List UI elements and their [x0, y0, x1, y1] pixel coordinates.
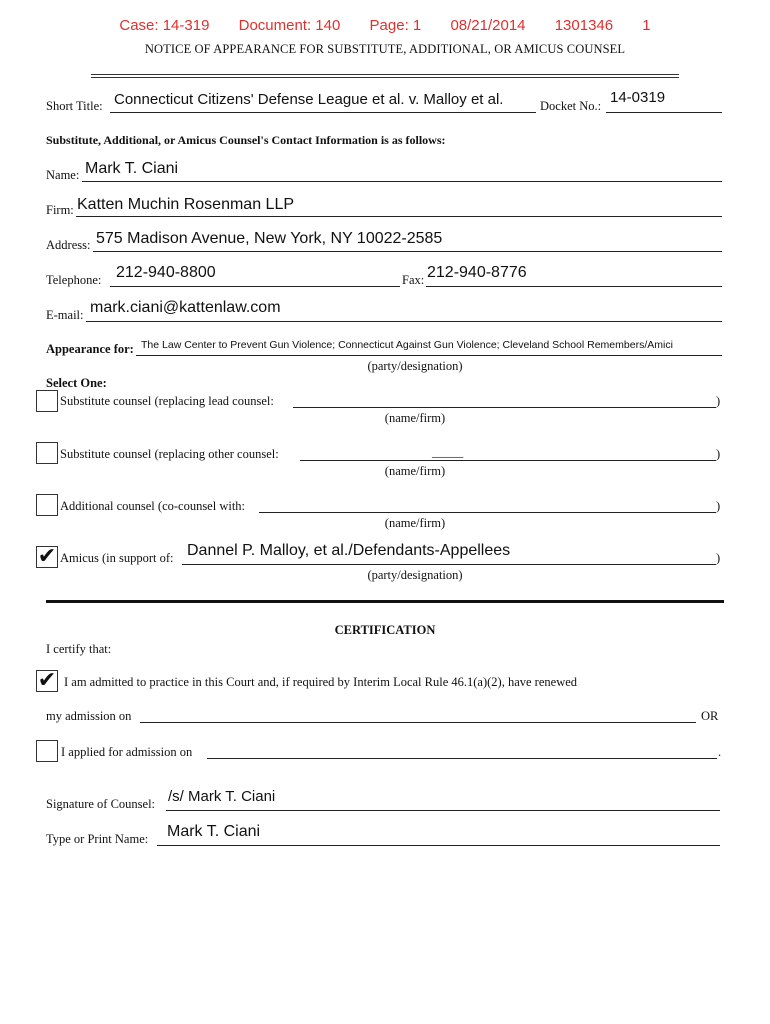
substitute-lead-checkbox[interactable]: [36, 390, 58, 412]
telephone-line: [110, 286, 400, 287]
applied-end: .: [718, 745, 722, 759]
print-name-label: Type or Print Name:: [46, 832, 149, 846]
amicus-line: [182, 564, 716, 565]
print-name-line: [157, 845, 720, 846]
docket-label: Docket No.:: [540, 99, 602, 113]
signature-field[interactable]: /s/ Mark T. Ciani: [168, 788, 276, 805]
applied-label: I applied for admission on: [61, 745, 193, 759]
substitute-lead-caption: (name/firm): [384, 411, 446, 425]
email-field[interactable]: mark.ciani@kattenlaw.com: [90, 299, 281, 316]
email-label: E-mail:: [46, 308, 84, 322]
additional-counsel-caption: (name/firm): [384, 516, 446, 530]
fax-field[interactable]: 212-940-8776: [427, 264, 527, 281]
fax-line: [426, 286, 722, 287]
substitute-other-line[interactable]: [300, 460, 716, 461]
amicus-field[interactable]: Dannel P. Malloy, et al./Defendants-Appellees: [187, 542, 511, 559]
filing-num: 1: [642, 17, 651, 34]
certify-intro: I certify that:: [46, 642, 112, 656]
amicus-caption: (party/designation): [367, 568, 463, 582]
amicus-label: Amicus (in support of:: [60, 551, 174, 565]
amicus-check-mark: ✔: [37, 544, 57, 569]
address-label: Address:: [46, 238, 91, 252]
additional-counsel-checkbox[interactable]: [36, 494, 58, 516]
title-double-rule: [91, 74, 679, 78]
applied-date-line[interactable]: [207, 758, 717, 759]
form-title: NOTICE OF APPEARANCE FOR SUBSTITUTE, ADDITIONAL, OR AMICUS COUNSEL: [144, 42, 626, 56]
substitute-other-close: ): [716, 447, 721, 461]
substitute-other-checkbox[interactable]: [36, 442, 58, 464]
admitted-checkbox[interactable]: [36, 670, 58, 692]
filing-id: 1301346: [554, 17, 614, 34]
filing-date: 08/21/2014: [450, 17, 526, 34]
substitute-lead-line[interactable]: [293, 407, 716, 408]
case-number: Case: 14-319: [119, 17, 210, 34]
or-label: OR: [701, 709, 719, 723]
case-header: [0, 17, 770, 34]
signature-line: [166, 810, 720, 811]
short-title-label: Short Title:: [46, 99, 103, 113]
address-line: [93, 251, 722, 252]
name-field[interactable]: Mark T. Ciani: [85, 160, 179, 177]
short-title-line: [110, 112, 536, 113]
firm-label: Firm:: [46, 203, 74, 217]
amicus-close: ): [716, 551, 721, 565]
certification-heading: CERTIFICATION: [334, 623, 436, 637]
substitute-other-label: Substitute counsel (replacing other counsel:: [60, 447, 279, 461]
signature-label: Signature of Counsel:: [46, 797, 156, 811]
print-name-field[interactable]: Mark T. Ciani: [167, 823, 261, 840]
telephone-label: Telephone:: [46, 273, 102, 287]
document-number: Document: 140: [238, 17, 341, 34]
docket-line: [606, 112, 722, 113]
additional-counsel-line[interactable]: [259, 512, 716, 513]
name-label: Name:: [46, 168, 80, 182]
address-field[interactable]: 575 Madison Avenue, New York, NY 10022-2585: [96, 230, 443, 247]
firm-field[interactable]: Katten Muchin Rosenman LLP: [77, 196, 295, 213]
admitted-label: I am admitted to practice in this Court and, if required by Interim Local Rule 46.1(a)(2), have renewed: [64, 675, 578, 689]
amicus-checkbox[interactable]: [36, 546, 58, 568]
firm-line: [76, 216, 722, 217]
email-line: [86, 321, 722, 322]
substitute-lead-label: Substitute counsel (replacing lead counsel:: [60, 394, 274, 408]
short-title-field[interactable]: Connecticut Citizens' Defense League et al. v. Malloy et al.: [114, 91, 504, 108]
select-one-label: Select One:: [46, 376, 107, 390]
appearance-field[interactable]: The Law Center to Prevent Gun Violence; Connecticut Against Gun Violence; Cleveland School Remembers/Amici: [141, 339, 673, 351]
applied-checkbox[interactable]: [36, 740, 58, 762]
admission-date-line[interactable]: [140, 722, 696, 723]
substitute-other-caption: (name/firm): [384, 464, 446, 478]
additional-counsel-close: ): [716, 499, 721, 513]
substitute-other-field[interactable]: _____: [432, 445, 464, 459]
appearance-label: Appearance for:: [46, 342, 134, 356]
appearance-line: [136, 355, 722, 356]
substitute-lead-close: ): [716, 394, 721, 408]
section-divider: [46, 600, 724, 603]
page-number: Page: 1: [369, 17, 422, 34]
contact-intro: Substitute, Additional, or Amicus Counsel's Contact Information is as follows:: [46, 133, 446, 147]
name-line: [82, 181, 722, 182]
docket-field[interactable]: 14-0319: [610, 89, 666, 106]
admission-on-label: my admission on: [46, 709, 132, 723]
fax-label: Fax:: [402, 273, 425, 287]
telephone-field[interactable]: 212-940-8800: [116, 264, 216, 281]
appearance-caption: (party/designation): [367, 359, 463, 373]
additional-counsel-label: Additional counsel (co-counsel with:: [60, 499, 246, 513]
admitted-check-mark: ✔: [37, 668, 57, 693]
